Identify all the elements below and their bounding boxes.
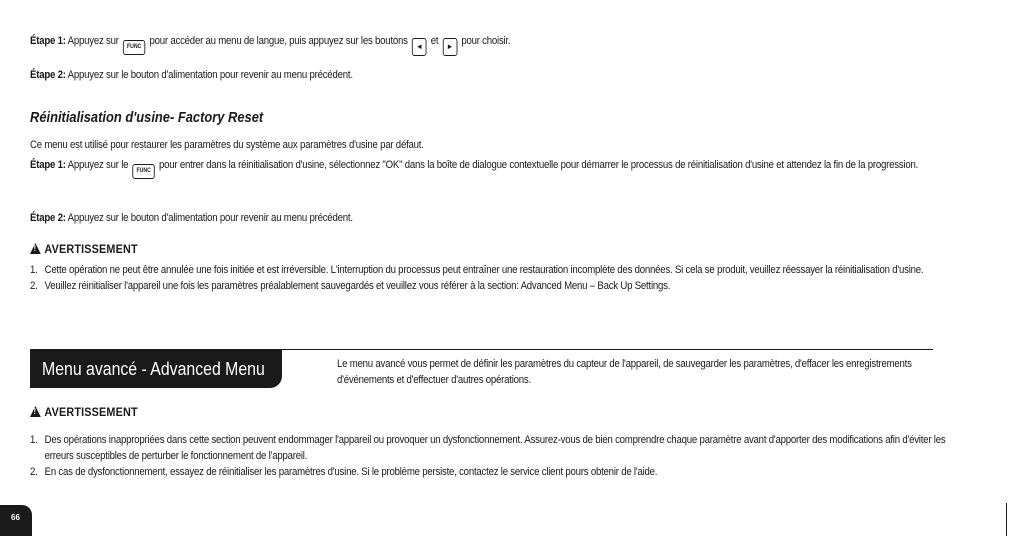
page-number: 66 xyxy=(11,513,20,522)
step-label: Étape 2: xyxy=(30,212,66,224)
cutoff-text-fragment xyxy=(665,531,785,536)
warning-triangle-icon xyxy=(30,243,41,254)
list-item: 2. En cas de dysfonctionnement, essayez de réinitialiser les paramètres d'usine. Si le problème persiste, contactez le service client pours obtenir de l'aide. xyxy=(30,466,658,478)
advanced-menu-warning-list xyxy=(30,432,950,480)
factory-reset-step-1: Étape 1: Appuyez sur le FUNC pour entrer dans la réinitialisation d'usine, sélectionnez "OK" dans la boîte de dialogue contextuelle pour démarrer le processus de réinitialisation d'usine et attendez la fin de la progression. xyxy=(30,157,920,179)
page-number-tab xyxy=(0,505,32,536)
left-arrow-button-icon: ◄ xyxy=(412,38,427,56)
warning-heading: !AVERTISSEMENT xyxy=(30,405,138,419)
warning-triangle-icon xyxy=(30,406,41,417)
advanced-menu-tab xyxy=(30,350,282,388)
warning-heading: !AVERTISSEMENT xyxy=(30,242,138,256)
cutoff-text-fragment xyxy=(30,531,500,536)
step-label: Étape 1: xyxy=(30,159,66,171)
advanced-menu-title: Menu avancé - Advanced Menu xyxy=(42,359,265,379)
list-item: 1. Cette opération ne peut être annulée une fois initiée et est irréversible. L'interruption du processus peut entraîner une restauration incomplète des données. Si cela se produit, veuillez réessayer la réinitialisation d'usine. xyxy=(30,264,924,276)
list-item: 2. Veuillez réinitialiser l'appareil une fois les paramètres préalablement sauvegardés et veuillez vous référer à la section: Advanced Menu – Back Up Settings. xyxy=(30,280,671,292)
func-button-icon: FUNC xyxy=(123,40,145,55)
list-item: 1. Des opérations inappropriées dans cette section peuvent endommager l'appareil ou provoquer un dysfonctionnement. Assurez-vous de bien comprendre chaque paramètre avant d'apporter des modifications afin d'éviter les erreurs susceptibles de perturber le fonctionnement de l'appareil. xyxy=(30,434,946,462)
step-label: Étape 1: xyxy=(30,35,66,47)
page-edge-line xyxy=(1006,503,1007,536)
advanced-menu-intro: Le menu avancé vous permet de définir les paramètres du capteur de l'appareil, de sauvegarder les paramètres, d'effacer les enregistrements d'événements et d'effectuer d'autres opérations. xyxy=(337,358,912,386)
func-button-icon: FUNC xyxy=(132,164,154,179)
step-label: Étape 2: xyxy=(30,69,66,81)
factory-reset-warning-list xyxy=(30,262,950,294)
right-arrow-button-icon: ► xyxy=(443,38,458,56)
language-step-1: Étape 1: Appuyez sur FUNC pour accéder au menu de langue, puis appuyez sur les boutons ◄ et ► pour choisir. xyxy=(30,33,510,56)
language-step-2: Étape 2: Appuyez sur le bouton d'alimentation pour revenir au menu précédent. xyxy=(30,69,353,81)
factory-reset-step-2: Étape 2: Appuyez sur le bouton d'alimentation pour revenir au menu précédent. xyxy=(30,212,353,224)
factory-reset-title: Réinitialisation d'usine- Factory Reset xyxy=(30,109,264,126)
factory-reset-description: Ce menu est utilisé pour restaurer les paramètres du système aux paramètres d'usine par défaut. xyxy=(30,139,424,151)
